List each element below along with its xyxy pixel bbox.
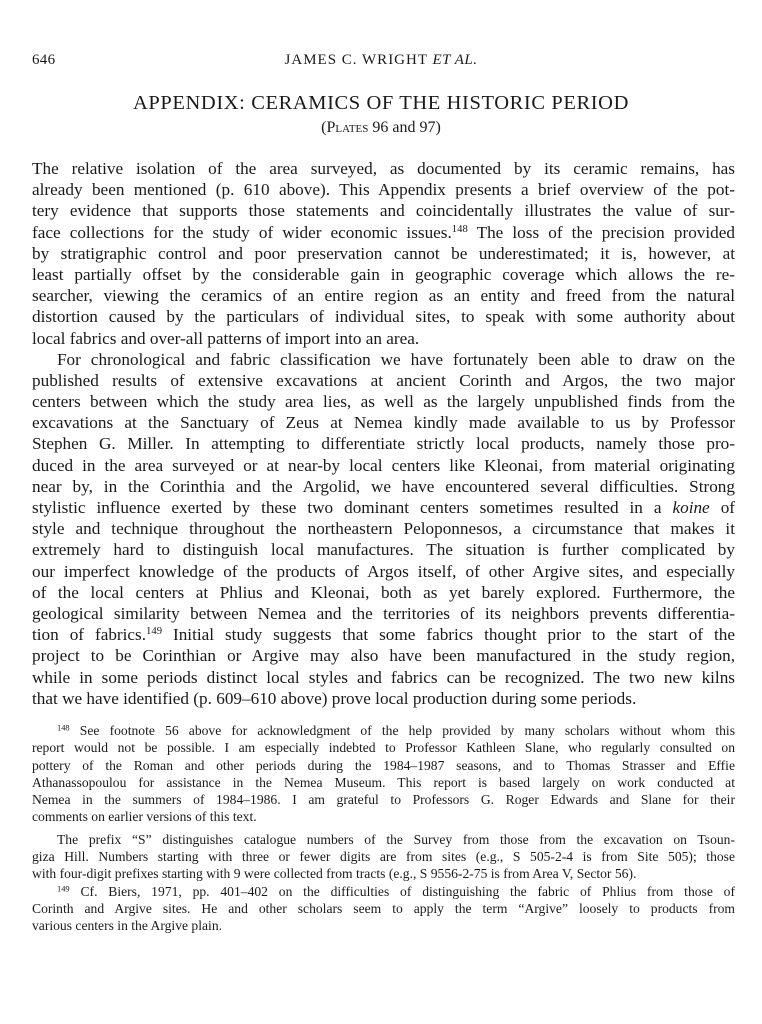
body-line: centers between which the study area lies, as well as the largely unpublished finds from the	[32, 392, 735, 412]
footnote-line: Nemea in the summers of 1984–1986. I am grateful to Professors G. Roger Edwards and Slane for their	[32, 792, 735, 808]
footnote-ref-148[interactable]: 148	[451, 223, 468, 235]
running-head-author: JAMES C. WRIGHT	[284, 52, 428, 68]
body-line: The relative isolation of the area surveyed, as documented by its ceramic remains, has	[32, 159, 735, 178]
plates-numbers: 96 and 97)	[368, 119, 441, 136]
plates-paren: (	[321, 119, 327, 136]
footnote-mark-148: 148	[57, 722, 70, 733]
body-line: searcher, viewing the ceramics of an entire region as an entity and freed from the natural	[32, 286, 735, 306]
footnote-ref-149[interactable]: 149	[146, 626, 163, 638]
footnote-149: $^{149}$ Cf. Biers, 1971, pp. 401–402 on the difficulties of distinguishing the fabric of Phlius from those of	[57, 883, 735, 899]
body-line: local fabrics and over-all patterns of import into an area.	[32, 328, 420, 348]
body-line: already been mentioned (p. 610 above). This Appendix presents a brief overview of the pot-	[32, 180, 735, 200]
footnote-line: Athanassopoulou for assistance in the Nemea Museum. This report is based largely on work conducted at	[32, 774, 735, 790]
body-line: face collections for the study of wider economic issues.$^{148}$ The loss of the precision provided	[32, 222, 735, 242]
page-number: 646	[32, 52, 56, 68]
footnote-line: report would not be possible. I am especially indebted to Professor Kathleen Slane, who regularly consulted on	[32, 740, 735, 756]
body-line: For chronological and fabric classification we have fortunately been able to draw on the	[57, 349, 735, 369]
body-line: that we have identified (p. 609–610 above) prove local production during some periods.	[32, 688, 637, 708]
body-line: project to be Corinthian or Argive may also have been manufactured in the study region,	[32, 646, 735, 666]
body-line: extremely hard to distinguish local manufactures. The situation is further complicated by	[32, 540, 735, 560]
prefix-note: The prefix “S” distinguishes catalogue numbers of the Survey from those from the excavation on Tsoun-	[57, 831, 735, 847]
body-line: distortion caused by the particulars of individual sites, to speak with some authority about	[32, 307, 735, 327]
body-line: stylistic influence exerted by these two dominant centers sometimes resulted in a koine of	[32, 498, 736, 517]
koine-term: koine	[672, 498, 710, 517]
body-line: Stephen G. Miller. In attempting to differentiate strictly local products, namely those pro-	[32, 434, 735, 454]
footnote-line: giza Hill. Numbers starting with three or fewer digits are from sites (e.g., S 505-2-4 is from Site 505); those	[32, 849, 735, 865]
body-line: our imperfect knowledge of the products of Argos itself, of other Argive sites, and especially	[32, 561, 735, 581]
body-line: while in some periods distinct local styles and fabrics can be recognized. The two new kilns	[32, 667, 735, 687]
body-line: of the local centers at Phlius and Kleonai, both as yet barely explored. Furthermore, the	[32, 582, 735, 602]
footnote-line: Corinth and Argive sites. He and other scholars seem to apply the term “Argive” loosely to products from	[32, 900, 735, 916]
body-line: published results of extensive excavations at ancient Corinth and Argos, the two major	[32, 370, 735, 390]
body-line: geological similarity between Nemea and the territories of its neighbors prevents differentia-	[32, 603, 735, 623]
plates-reference	[0, 118, 762, 138]
footnote-line: with four-digit prefixes starting with 9 were collected from tracts (e.g., S 9556-2-75 is from Area V, Sector 56).	[32, 866, 637, 882]
appendix-title: APPENDIX: CERAMICS OF THE HISTORIC PERIOD	[133, 92, 629, 114]
body-line: tery evidence that supports those statements and coincidentally illustrates the value of sur-	[32, 201, 735, 221]
footnotes	[32, 722, 735, 935]
body-line: style and technique throughout the northeastern Peloponnesos, a circumstance that makes it	[32, 519, 735, 539]
footnote-line: comments on earlier versions of this text.	[32, 809, 257, 825]
body-line: near by, in the Corinthia and the Argolid, we have encountered several difficulties. Strong	[32, 476, 735, 496]
running-head	[0, 52, 762, 69]
footnote-mark-149: 149	[57, 883, 70, 894]
body-line: duced in the area surveyed or at near-by local centers like Kleonai, from material originating	[32, 455, 735, 475]
body-line: by stratigraphic control and poor preservation cannot be underestimated; it is, however, at	[32, 243, 735, 263]
footnote-line: various centers in the Argive plain.	[32, 918, 223, 934]
plates-label: Plates	[326, 119, 369, 136]
body-line: least partially offset by the considerable gain in geographic coverage which allows the re-	[32, 264, 735, 284]
body-line: tion of fabrics.$^{149}$ Initial study suggests that some fabrics thought prior to the start of the	[32, 625, 736, 645]
body-line: excavations at the Sanctuary of Zeus at Nemea kindly made available to us by Professor	[32, 413, 735, 433]
body-text	[32, 158, 735, 709]
running-head-etal: ET AL.	[432, 52, 478, 68]
footnote-148: $^{148}$ See footnote 56 above for acknowledgment of the help provided by many scholars without whom this	[57, 722, 735, 738]
footnote-line: pottery of the Roman and other periods during the 1984–1987 seasons, and to Thomas Strasser and Effie	[32, 757, 735, 773]
